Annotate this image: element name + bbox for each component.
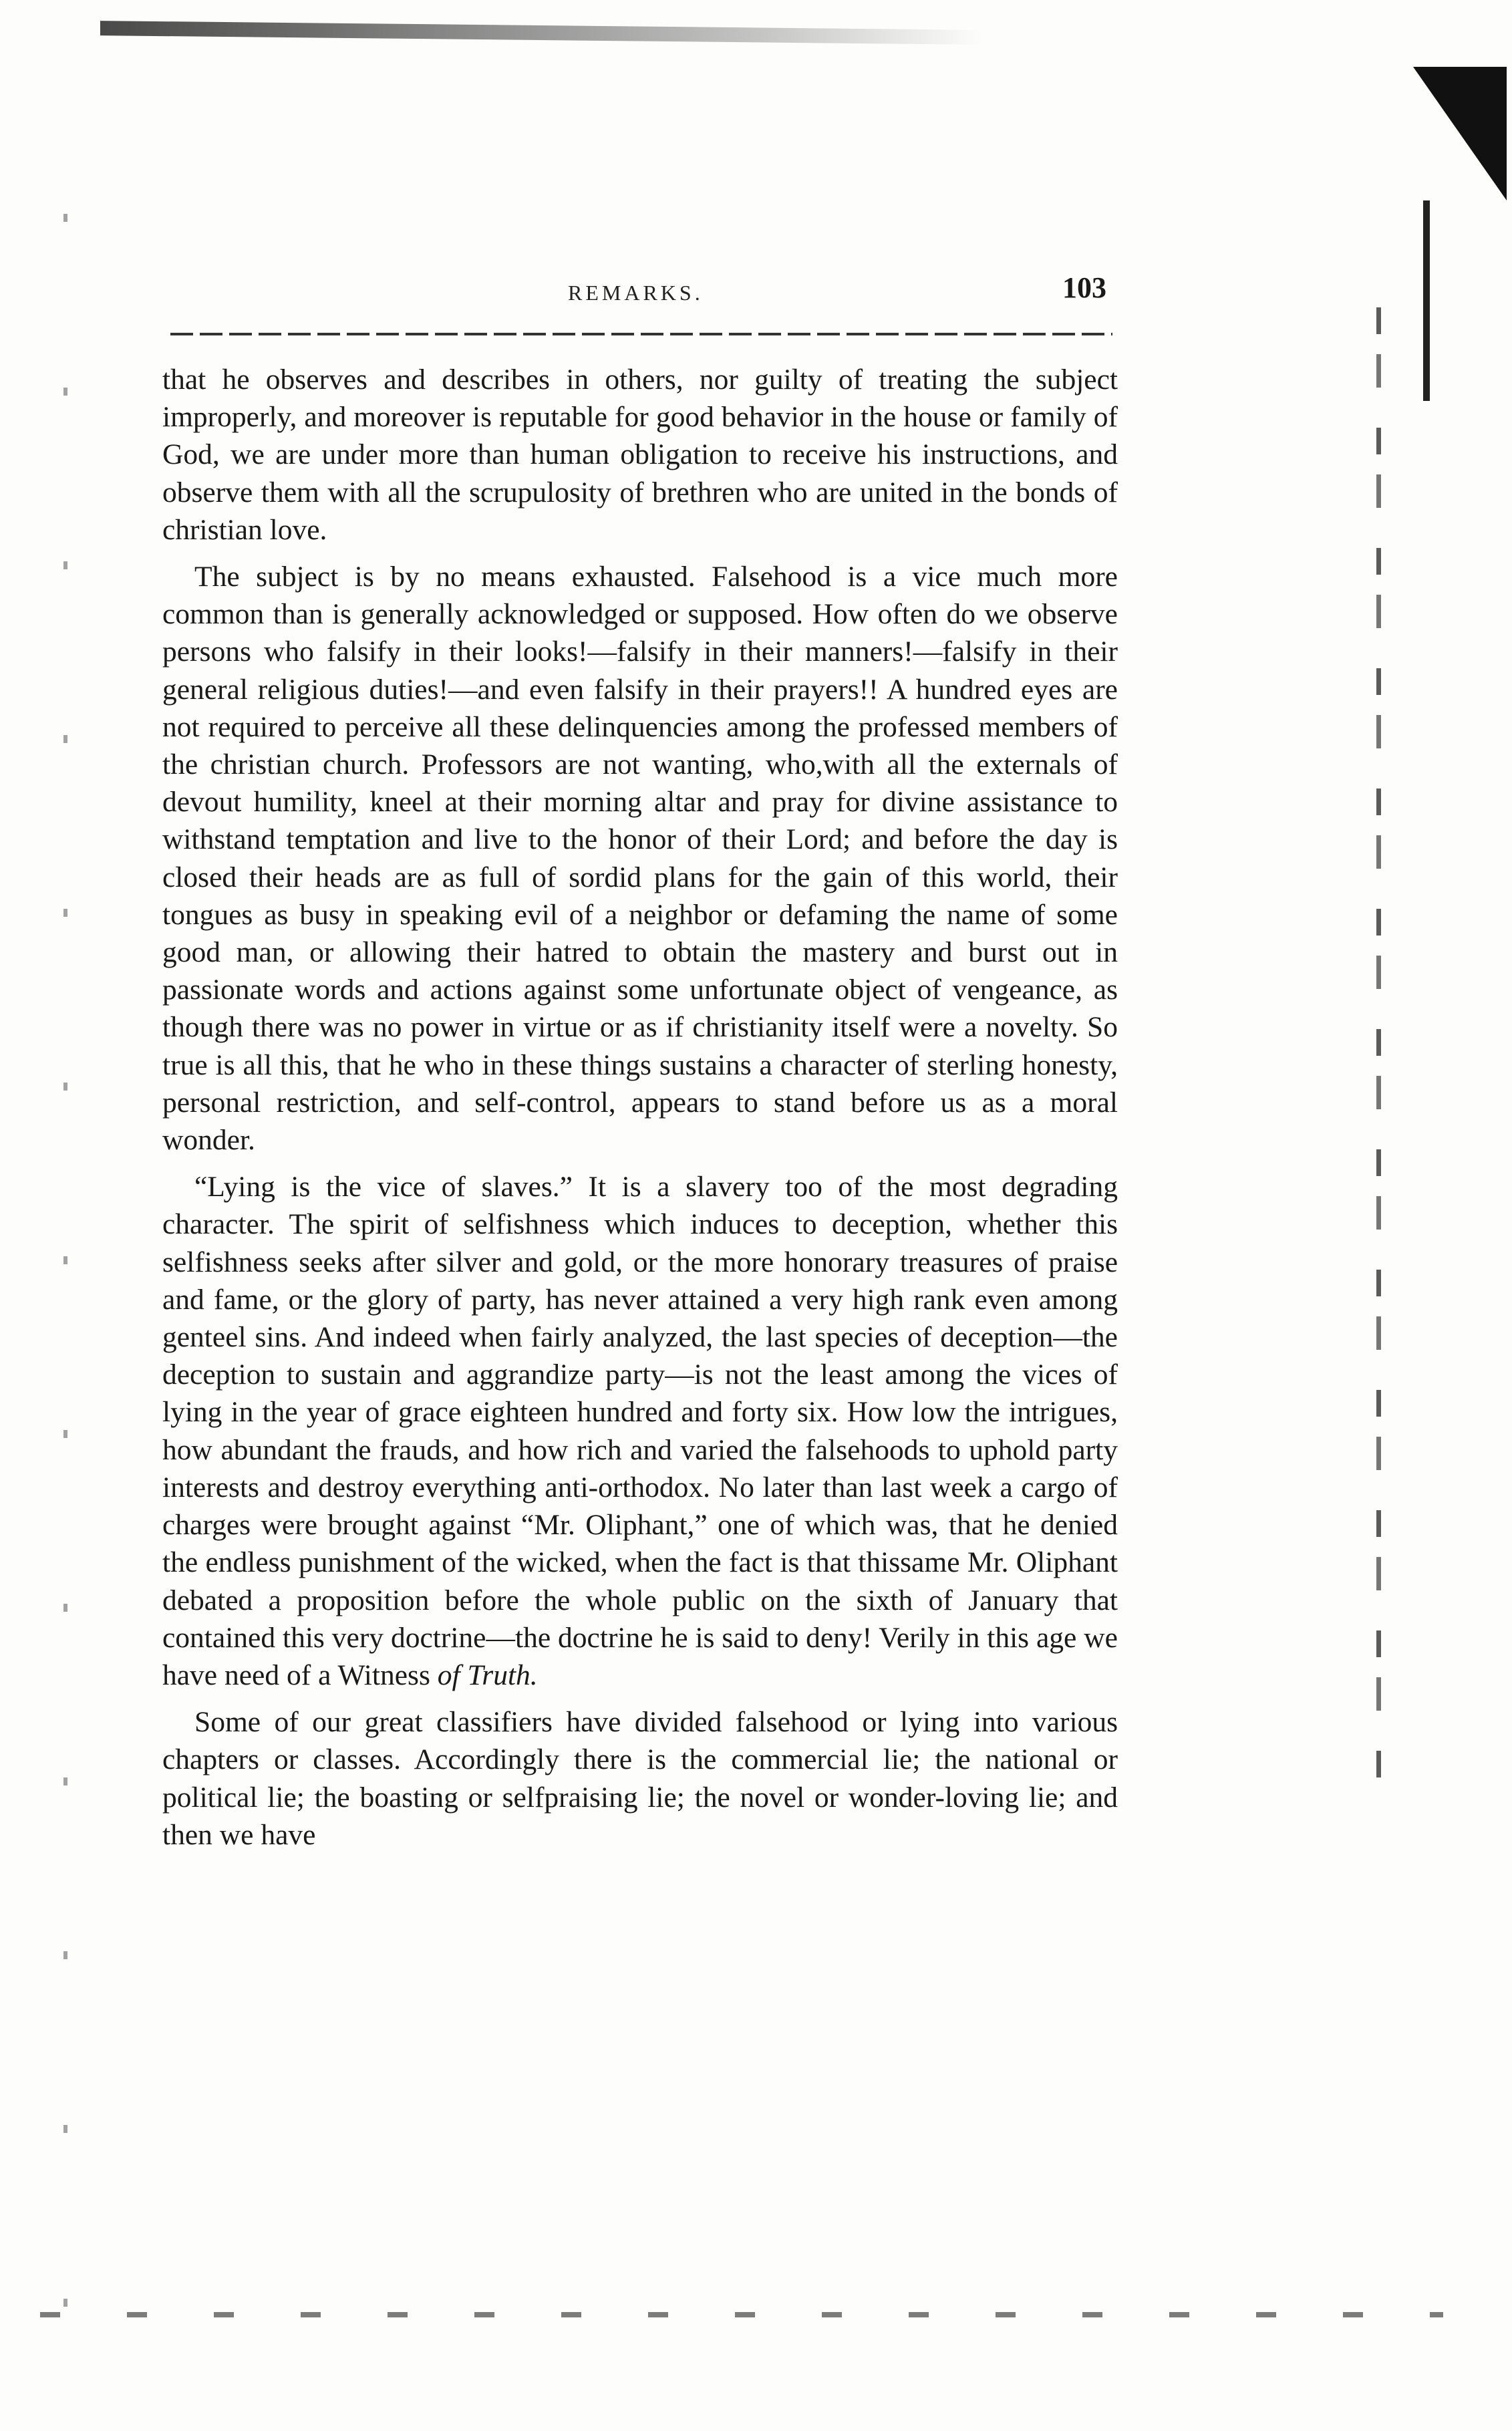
italic-phrase: of Truth.	[437, 1659, 538, 1691]
page-number: 103	[1062, 271, 1106, 304]
scan-edge-mark	[1423, 200, 1430, 401]
scan-edge-mark	[1376, 307, 1381, 1777]
scan-specks	[40, 2312, 1443, 2317]
scan-smear	[100, 21, 982, 45]
header-rule	[170, 333, 1112, 335]
running-head: REMARKS.	[568, 281, 704, 305]
paragraph: that he observes and describes in others, nor guilty of treating the subject improperly, and moreover is reputable for good behavior in the house or family of God, we are under more than human obligation to receive his instructions, and observe them with all the scrupulosity of brethren who are united in the bonds of christian love.	[162, 364, 1118, 546]
paragraph-text: “Lying is the vice of slaves.” It is a slavery too of the most degrading character. The spirit of selfishness which induces to deception, whether this selfishness seeks after silver and gold, or the more honorary treasures of praise and fame, or the glory of party, has never attained a very high rank even among genteel sins. And indeed when fairly analyzed, the last species of deception—the deception to sustain and aggrandize party—is not the least among the vices of lying in the year of grace eighteen hundred and forty six. How low the intrigues, how abundant the frauds, and how rich and varied the falsehoods to uphold party interests and destroy everything anti-orthodox. No later than last week a cargo of charges were brought against “Mr. Oliphant,” one of which was, that he denied the endless punishment of the wicked, when the fact is that thissame Mr. Oliphant debated a proposition before the whole public on the sixth of January that contained this very doctrine—the doctrine he is said to deny! Verily in this age we have need of a Witness	[162, 1171, 1118, 1691]
scan-specks	[63, 134, 67, 2339]
scan-corner-shadow	[1413, 67, 1507, 200]
body-text	[162, 361, 1118, 1854]
paragraph	[162, 1168, 1118, 1694]
paragraph: The subject is by no means exhausted. Falsehood is a vice much more common than is generally acknowledged or supposed. How often do we observe persons who falsify in their looks!—falsify in their manners!—falsify in their general religious duties!—and even falsify in their prayers!! A hundred eyes are not required to perceive all these delinquencies among the professed members of the christian church. Professors are not wanting, who,with all the externals of devout humility, kneel at their morning altar and pray for divine assistance to withstand temptation and live to the honor of their Lord; and before the day is closed their heads are as full of sordid plans for the gain of this world, their tongues as busy in speaking evil of a neighbor or defaming the name of some good man, or allowing their hatred to obtain the mastery and burst out in passionate words and actions against some unfortunate object of vengeance, as though there was no power in virtue or as if christianity itself were a novelty. So true is all this, that he who in these things sustains a character of sterling honesty, personal restriction, and self-control, appears to stand before us as a moral wonder.	[162, 561, 1118, 1157]
paragraph: Some of our great classifiers have divided falsehood or lying into various chapters or classes. Accordingly there is the commercial lie; the national or political lie; the boasting or selfpraising lie; the novel or wonder-loving lie; and then we have	[162, 1706, 1118, 1851]
